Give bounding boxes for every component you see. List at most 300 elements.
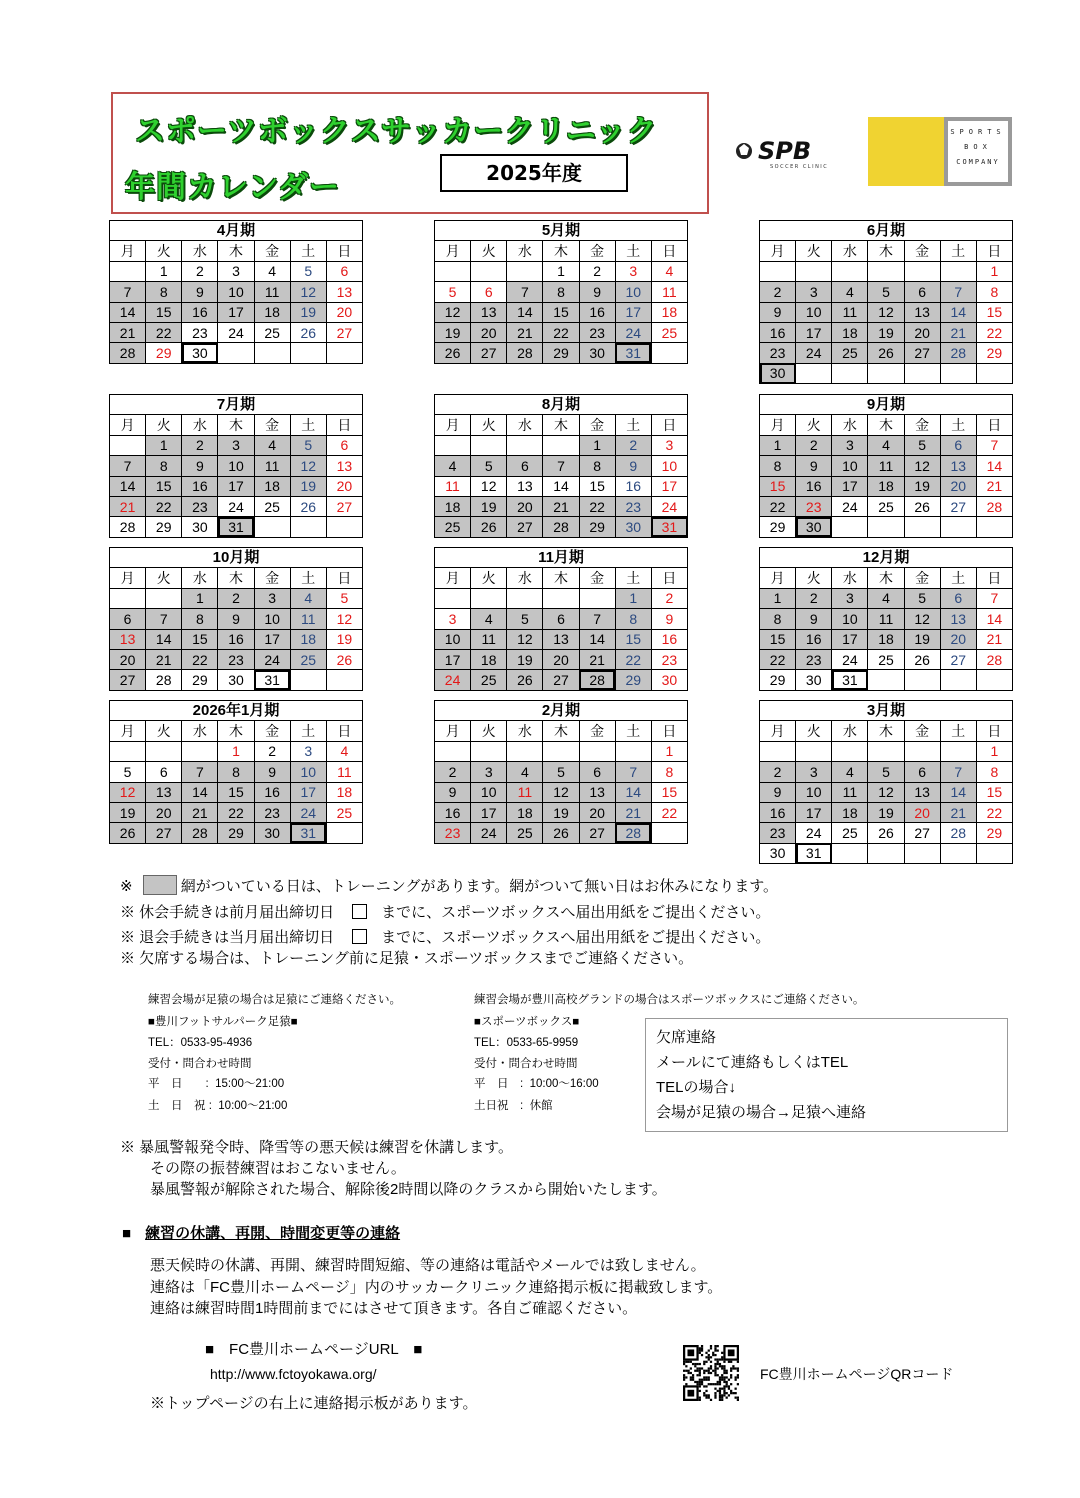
empty-cell — [507, 261, 543, 281]
day-cell: 14 — [940, 302, 976, 322]
homepage-heading: ■ FC豊川ホームページURL ■ — [205, 1341, 423, 1358]
weekday-header: 土 — [940, 241, 976, 261]
day-cell: 8 — [146, 456, 182, 476]
day-cell: 27 — [507, 517, 543, 537]
empty-cell — [940, 261, 976, 281]
day-cell: 22 — [146, 496, 182, 516]
weekday-header: 日 — [976, 721, 1012, 741]
left-contact-tel: TEL：0533-95-4936 — [148, 1037, 253, 1049]
weekday-header: 金 — [904, 415, 940, 435]
day-cell: 24 — [832, 649, 868, 669]
day-cell: 16 — [182, 302, 218, 322]
day-cell: 8 — [760, 456, 796, 476]
note-suspension: ※ 休会手続きは前月届出締切日 までに、スポーツボックスへ届出用紙をご提出ください。 — [120, 904, 771, 921]
day-cell: 4 — [651, 261, 687, 281]
company-logo — [944, 117, 1012, 186]
day-cell: 6 — [507, 456, 543, 476]
weekday-header: 日 — [651, 415, 687, 435]
day-cell: 20 — [507, 496, 543, 516]
absence-line3: TELの場合↓ — [656, 1079, 737, 1096]
day-cell: 18 — [435, 496, 471, 516]
day-cell: 25 — [435, 517, 471, 537]
day-cell: 14 — [579, 629, 615, 649]
day-cell: 9 — [182, 282, 218, 302]
empty-cell — [760, 261, 796, 281]
day-cell: 10 — [290, 762, 326, 782]
day-cell: 11 — [868, 609, 904, 629]
day-cell: 18 — [507, 802, 543, 822]
day-cell: 25 — [290, 649, 326, 669]
day-cell: 27 — [110, 670, 146, 690]
empty-cell — [940, 843, 976, 863]
day-cell: 13 — [940, 609, 976, 629]
day-cell: 29 — [760, 670, 796, 690]
day-cell: 23 — [796, 496, 832, 516]
day-cell: 29 — [615, 670, 651, 690]
day-cell: 26 — [868, 343, 904, 363]
weather-line3: 暴風警報が解除された場合、解除後2時間以降のクラスから開始いたします。 — [150, 1181, 667, 1198]
day-cell: 19 — [326, 629, 362, 649]
day-cell: 10 — [615, 282, 651, 302]
day-cell: 2 — [760, 282, 796, 302]
day-cell: 14 — [976, 609, 1012, 629]
weekday-header: 土 — [940, 415, 976, 435]
month-title: 2026年1月期 — [110, 701, 363, 721]
day-cell: 14 — [110, 476, 146, 496]
day-cell: 29 — [543, 343, 579, 363]
weekday-header: 火 — [146, 415, 182, 435]
day-cell: 12 — [904, 609, 940, 629]
day-cell: 10 — [218, 456, 254, 476]
empty-cell — [904, 741, 940, 761]
day-cell: 23 — [651, 649, 687, 669]
absence-line2: メールにて連絡もしくはTEL — [656, 1054, 849, 1071]
day-cell: 6 — [904, 282, 940, 302]
day-cell: 18 — [832, 802, 868, 822]
day-cell: 16 — [579, 302, 615, 322]
left-contact-hours-label: 受付・問合わせ時間 — [148, 1058, 252, 1070]
spb-logo — [734, 136, 858, 170]
empty-cell — [868, 517, 904, 537]
day-cell: 9 — [435, 782, 471, 802]
day-cell: 15 — [218, 782, 254, 802]
day-cell: 28 — [507, 343, 543, 363]
weekday-header: 日 — [326, 415, 362, 435]
day-cell: 21 — [940, 802, 976, 822]
day-cell: 20 — [326, 476, 362, 496]
day-cell: 1 — [760, 588, 796, 608]
day-cell: 26 — [326, 649, 362, 669]
day-cell: 28 — [976, 496, 1012, 516]
day-cell: 14 — [976, 456, 1012, 476]
day-cell: 29 — [579, 517, 615, 537]
day-cell: 1 — [615, 588, 651, 608]
day-cell: 27 — [904, 343, 940, 363]
day-cell: 30 — [182, 517, 218, 537]
notice-line3: 連絡は練習時間1時間前までにはさせて頂きます。各自ご確認ください。 — [150, 1300, 638, 1317]
day-cell: 15 — [651, 782, 687, 802]
day-cell: 10 — [832, 456, 868, 476]
weekday-header: 土 — [940, 721, 976, 741]
weekday-header: 木 — [543, 415, 579, 435]
day-cell: 22 — [760, 496, 796, 516]
day-cell: 8 — [615, 609, 651, 629]
weekday-header: 月 — [435, 415, 471, 435]
weekday-header: 土 — [615, 241, 651, 261]
day-cell: 2 — [760, 762, 796, 782]
weekday-header: 土 — [615, 721, 651, 741]
day-cell: 1 — [760, 435, 796, 455]
weekday-header: 木 — [868, 415, 904, 435]
month-title: 11月期 — [435, 548, 688, 568]
logo-text: SPB — [758, 137, 812, 165]
weekday-header: 日 — [651, 721, 687, 741]
day-cell: 13 — [507, 476, 543, 496]
day-cell: 11 — [651, 282, 687, 302]
month-calendar — [109, 394, 363, 538]
day-cell: 7 — [976, 435, 1012, 455]
day-cell: 6 — [326, 435, 362, 455]
day-cell: 23 — [579, 322, 615, 342]
month-calendar — [109, 700, 363, 844]
empty-cell — [868, 843, 904, 863]
day-cell: 1 — [579, 435, 615, 455]
empty-cell — [543, 588, 579, 608]
day-cell: 7 — [146, 609, 182, 629]
title-line2: 年間カレンダー — [125, 170, 341, 205]
empty-cell — [615, 741, 651, 761]
day-cell: 20 — [543, 649, 579, 669]
weekday-header: 日 — [326, 721, 362, 741]
weekday-header: 土 — [290, 415, 326, 435]
empty-cell — [110, 588, 146, 608]
day-cell: 23 — [760, 823, 796, 843]
empty-cell — [507, 588, 543, 608]
empty-cell — [326, 343, 362, 363]
empty-cell — [940, 517, 976, 537]
weekday-header: 月 — [110, 568, 146, 588]
day-cell: 12 — [290, 456, 326, 476]
day-cell: 15 — [543, 302, 579, 322]
day-cell: 6 — [940, 435, 976, 455]
weekday-header: 日 — [976, 568, 1012, 588]
day-cell: 9 — [651, 609, 687, 629]
day-cell: 11 — [471, 629, 507, 649]
weekday-header: 金 — [579, 721, 615, 741]
empty-cell — [904, 517, 940, 537]
day-cell: 9 — [579, 282, 615, 302]
day-cell: 19 — [543, 802, 579, 822]
day-cell: 31 — [832, 670, 868, 690]
right-contact-weekday: 平 日 : 10:00～16:00 — [474, 1078, 599, 1090]
absence-line1: 欠席連絡 — [656, 1029, 717, 1046]
day-cell: 18 — [254, 302, 290, 322]
day-cell: 30 — [651, 670, 687, 690]
weekday-header: 水 — [507, 568, 543, 588]
day-cell: 23 — [182, 322, 218, 342]
empty-cell — [146, 741, 182, 761]
day-cell: 17 — [254, 629, 290, 649]
day-cell: 22 — [760, 649, 796, 669]
absence-contact-box — [645, 1018, 1008, 1132]
day-cell: 1 — [218, 741, 254, 761]
day-cell: 4 — [868, 435, 904, 455]
day-cell: 17 — [832, 629, 868, 649]
month-title: 9月期 — [760, 395, 1013, 415]
day-cell: 7 — [110, 282, 146, 302]
day-cell: 19 — [868, 802, 904, 822]
day-cell: 14 — [543, 476, 579, 496]
day-cell: 3 — [615, 261, 651, 281]
day-cell: 22 — [218, 802, 254, 822]
day-cell: 18 — [868, 476, 904, 496]
month-calendar — [434, 220, 688, 364]
day-cell: 10 — [218, 282, 254, 302]
weekday-header: 水 — [832, 568, 868, 588]
weekday-header: 金 — [254, 415, 290, 435]
empty-cell — [651, 823, 687, 843]
day-cell: 11 — [290, 609, 326, 629]
day-cell: 24 — [615, 322, 651, 342]
empty-cell — [940, 741, 976, 761]
day-cell: 24 — [651, 496, 687, 516]
title-box — [111, 92, 709, 214]
day-cell: 21 — [940, 322, 976, 342]
weekday-header: 水 — [182, 721, 218, 741]
weekday-header: 金 — [904, 721, 940, 741]
day-cell: 3 — [651, 435, 687, 455]
day-cell: 10 — [832, 609, 868, 629]
month-calendar — [434, 700, 688, 844]
qr-code-icon[interactable] — [683, 1345, 739, 1401]
day-cell: 30 — [182, 343, 218, 363]
day-cell: 26 — [290, 322, 326, 342]
day-cell: 17 — [796, 322, 832, 342]
day-cell: 10 — [796, 302, 832, 322]
qr-label: FC豊川ホームページQRコード — [760, 1366, 954, 1382]
empty-cell — [868, 741, 904, 761]
absence-line4: 会場が足猿の場合→足猿へ連絡 — [656, 1104, 867, 1121]
weekday-header: 日 — [326, 568, 362, 588]
day-cell: 12 — [868, 782, 904, 802]
weekday-header: 木 — [218, 241, 254, 261]
day-cell: 8 — [543, 282, 579, 302]
weekday-header: 金 — [254, 568, 290, 588]
day-cell: 30 — [760, 363, 796, 383]
day-cell: 21 — [182, 802, 218, 822]
day-cell: 5 — [904, 588, 940, 608]
day-cell: 4 — [832, 282, 868, 302]
day-cell: 11 — [832, 782, 868, 802]
day-cell: 28 — [110, 343, 146, 363]
day-cell: 2 — [796, 435, 832, 455]
notice-line2: 連絡は「FC豊川ホームページ」内のサッカークリニック連絡掲示板に掲載致します。 — [150, 1279, 723, 1296]
day-cell: 28 — [543, 517, 579, 537]
day-cell: 5 — [435, 282, 471, 302]
day-cell: 17 — [796, 802, 832, 822]
empty-cell — [435, 588, 471, 608]
day-cell: 17 — [218, 302, 254, 322]
day-cell: 21 — [615, 802, 651, 822]
empty-cell — [651, 343, 687, 363]
day-cell: 20 — [471, 322, 507, 342]
empty-cell — [868, 363, 904, 383]
company-logo-line2: BOX — [964, 143, 992, 151]
weekday-header: 月 — [110, 415, 146, 435]
weekday-header: 月 — [435, 241, 471, 261]
day-cell: 4 — [471, 609, 507, 629]
weekday-header: 水 — [832, 721, 868, 741]
weekday-header: 水 — [507, 415, 543, 435]
empty-cell — [976, 363, 1012, 383]
day-cell: 2 — [615, 435, 651, 455]
day-cell: 16 — [182, 476, 218, 496]
day-cell: 12 — [471, 476, 507, 496]
weekday-header: 日 — [976, 415, 1012, 435]
day-cell: 22 — [579, 496, 615, 516]
day-cell: 31 — [651, 517, 687, 537]
weekday-header: 日 — [326, 241, 362, 261]
empty-cell — [976, 670, 1012, 690]
day-cell: 25 — [832, 823, 868, 843]
day-cell: 22 — [182, 649, 218, 669]
day-cell: 13 — [326, 282, 362, 302]
month-calendar — [759, 700, 1013, 864]
weekday-header: 火 — [471, 721, 507, 741]
day-cell: 2 — [182, 261, 218, 281]
weekday-header: 土 — [290, 721, 326, 741]
day-cell: 28 — [976, 649, 1012, 669]
empty-cell — [326, 670, 362, 690]
day-cell: 28 — [940, 823, 976, 843]
month-calendar — [759, 220, 1013, 384]
weather-line1: ※ 暴風警報発令時、降雪等の悪天候は練習を休講します。 — [120, 1139, 513, 1156]
day-cell: 16 — [435, 802, 471, 822]
day-cell: 3 — [832, 588, 868, 608]
right-contact-holiday: 土日祝 : 休館 — [474, 1100, 553, 1112]
day-cell: 6 — [110, 609, 146, 629]
day-cell: 13 — [579, 782, 615, 802]
empty-cell — [760, 741, 796, 761]
day-cell: 19 — [904, 629, 940, 649]
day-cell: 27 — [326, 322, 362, 342]
day-cell: 24 — [435, 670, 471, 690]
day-cell: 3 — [254, 588, 290, 608]
right-contact-name: ■スポーツボックス■ — [474, 1016, 580, 1028]
weekday-header: 火 — [471, 241, 507, 261]
day-cell: 13 — [146, 782, 182, 802]
day-cell: 5 — [507, 609, 543, 629]
day-cell: 7 — [976, 588, 1012, 608]
company-logo-line3: COMPANY — [956, 158, 1000, 166]
day-cell: 31 — [290, 823, 326, 843]
day-cell: 20 — [110, 649, 146, 669]
day-cell: 7 — [543, 456, 579, 476]
day-cell: 12 — [543, 782, 579, 802]
left-contact-name: ■豊川フットサルパーク足猿■ — [148, 1016, 298, 1028]
weekday-header: 月 — [760, 415, 796, 435]
day-cell: 15 — [615, 629, 651, 649]
day-cell: 7 — [940, 762, 976, 782]
empty-cell — [904, 843, 940, 863]
day-cell: 7 — [940, 282, 976, 302]
month-title: 12月期 — [760, 548, 1013, 568]
day-cell: 28 — [182, 823, 218, 843]
empty-cell — [471, 261, 507, 281]
day-cell: 26 — [435, 343, 471, 363]
day-cell: 7 — [507, 282, 543, 302]
day-cell: 18 — [326, 782, 362, 802]
empty-cell — [579, 588, 615, 608]
day-cell: 3 — [796, 762, 832, 782]
day-cell: 11 — [254, 456, 290, 476]
empty-cell — [796, 741, 832, 761]
day-cell: 3 — [218, 261, 254, 281]
homepage-url[interactable]: http://www.fctoyokawa.org/ — [210, 1366, 377, 1382]
day-cell: 16 — [615, 476, 651, 496]
day-cell: 11 — [507, 782, 543, 802]
empty-cell — [110, 741, 146, 761]
weekday-header: 水 — [832, 415, 868, 435]
weekday-header: 月 — [110, 721, 146, 741]
day-cell: 25 — [326, 802, 362, 822]
month-title: 2月期 — [435, 701, 688, 721]
day-cell: 30 — [579, 343, 615, 363]
empty-cell — [110, 435, 146, 455]
day-cell: 27 — [543, 670, 579, 690]
day-cell: 1 — [543, 261, 579, 281]
day-cell: 19 — [471, 496, 507, 516]
logo-subtext: SOCCER CLINIC — [770, 164, 829, 170]
day-cell: 25 — [254, 496, 290, 516]
day-cell: 5 — [110, 762, 146, 782]
empty-cell — [868, 670, 904, 690]
weekday-header: 金 — [579, 241, 615, 261]
day-cell: 4 — [832, 762, 868, 782]
day-cell: 5 — [868, 282, 904, 302]
day-cell: 26 — [290, 496, 326, 516]
day-cell: 24 — [796, 823, 832, 843]
left-contact-holiday: 土 日 祝 : 10:00～21:00 — [148, 1100, 288, 1112]
day-cell: 28 — [146, 670, 182, 690]
day-cell: 20 — [326, 302, 362, 322]
weekday-header: 火 — [471, 415, 507, 435]
day-cell: 30 — [796, 517, 832, 537]
day-cell: 15 — [579, 476, 615, 496]
day-cell: 30 — [615, 517, 651, 537]
day-cell: 3 — [435, 609, 471, 629]
day-cell: 20 — [904, 322, 940, 342]
weekday-header: 木 — [218, 415, 254, 435]
day-cell: 10 — [435, 629, 471, 649]
empty-cell — [940, 670, 976, 690]
day-cell: 16 — [760, 802, 796, 822]
day-cell: 21 — [110, 496, 146, 516]
day-cell: 15 — [976, 302, 1012, 322]
day-cell: 20 — [579, 802, 615, 822]
day-cell: 29 — [760, 517, 796, 537]
day-cell: 24 — [218, 496, 254, 516]
day-cell: 29 — [976, 823, 1012, 843]
day-cell: 13 — [904, 302, 940, 322]
day-cell: 21 — [976, 476, 1012, 496]
weekday-header: 火 — [471, 568, 507, 588]
day-cell: 6 — [471, 282, 507, 302]
day-cell: 21 — [976, 629, 1012, 649]
day-cell: 8 — [182, 609, 218, 629]
day-cell: 11 — [435, 476, 471, 496]
weekday-header: 水 — [182, 415, 218, 435]
